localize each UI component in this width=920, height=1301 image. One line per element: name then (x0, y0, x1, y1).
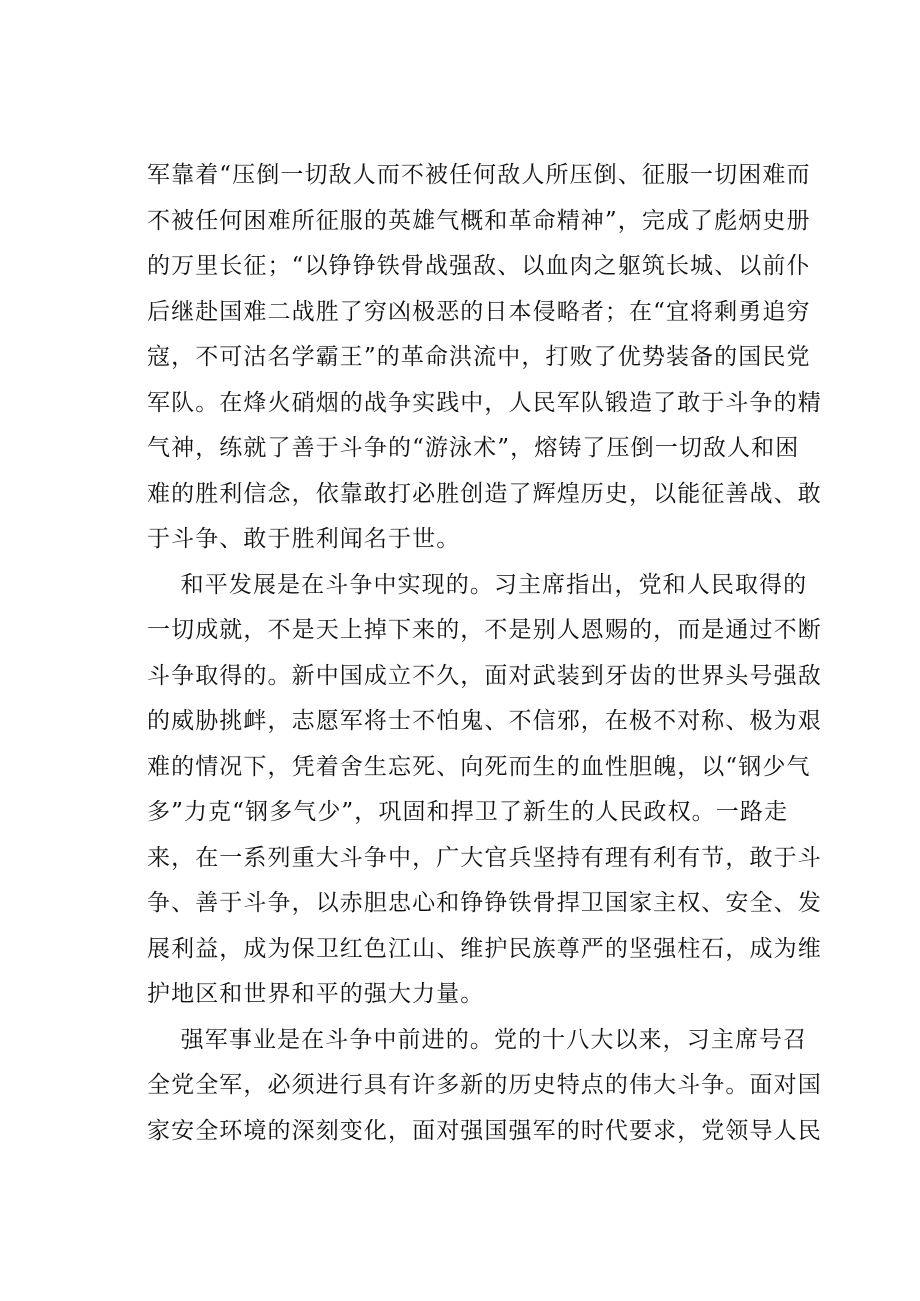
text-line: 强军事业是在斗争中前进的。党的十八大以来，习主席号召 (147, 1026, 808, 1053)
body-text (147, 153, 822, 1154)
text-line: 家安全环境的深刻变化，面对强国强军的时代要求，党领导人民 (147, 1117, 822, 1144)
text-line: 的威胁挑衅，志愿军将士不怕鬼、不信邪，在极不对称、极为艰 (147, 708, 822, 734)
text-line: 不被任何困难所征服的英雄气概和革命精神”，完成了彪炳史册 (147, 207, 811, 234)
text-line: 军队。在烽火硝烟的战争实践中，人民军队锻造了敢于斗争的精 (147, 389, 822, 416)
text-line: 争、善于斗争，以赤胆忠心和铮铮铁骨捍卫国家主权、安全、发 (147, 890, 822, 916)
text-line: 展利益，成为保卫红色江山、维护民族尊严的坚强柱石，成为维 (147, 935, 822, 962)
text-line: 一切成就，不是天上掉下来的，不是别人恩赐的，而是通过不断 (147, 617, 822, 643)
text-line: 寇，不可沽名学霸王”的革命洪流中，打败了优势装备的国民党 (147, 344, 811, 370)
text-line: 气神，练就了善于斗争的“游泳术”，熔铸了压倒一切敌人和困 (147, 435, 800, 461)
text-line: 斗争取得的。新中国成立不久，面对武装到牙齿的世界头号强敌 (147, 662, 822, 689)
text-line: 难的胜利信念，依靠敢打必胜创造了辉煌历史，以能征善战、敢 (147, 480, 822, 507)
text-line: 全党全军，必须进行具有许多新的历史特点的伟大斗争。面对国 (147, 1072, 822, 1098)
text-line: 来，在一系列重大斗争中，广大官兵坚持有理有利有节，敢于斗 (147, 844, 822, 871)
text-line: 于斗争、敢于胜利闻名于世。 (147, 526, 461, 552)
text-line: 护地区和世界和平的强大力量。 (147, 981, 485, 1007)
text-line: 难的情况下，凭着舍生忘死、向死而生的血性胆魄，以“钢少气 (147, 753, 811, 780)
text-line: 后继赴国难二战胜了穷凶极恶的日本侵略者；在“宜将剩勇追穷 (147, 298, 811, 325)
text-line: 多”力克“钢多气少”，巩固和捍卫了新生的人民政权。一路走 (147, 799, 789, 825)
text-line: 军靠着“压倒一切敌人而不被任何敌人所压倒、征服一切困难而 (147, 162, 811, 188)
text-line: 和平发展是在斗争中实现的。习主席指出，党和人民取得的 (147, 571, 808, 598)
text-line: 的万里长征；“以铮铮铁骨战强敌、以血肉之躯筑长城、以前仆 (147, 253, 811, 279)
